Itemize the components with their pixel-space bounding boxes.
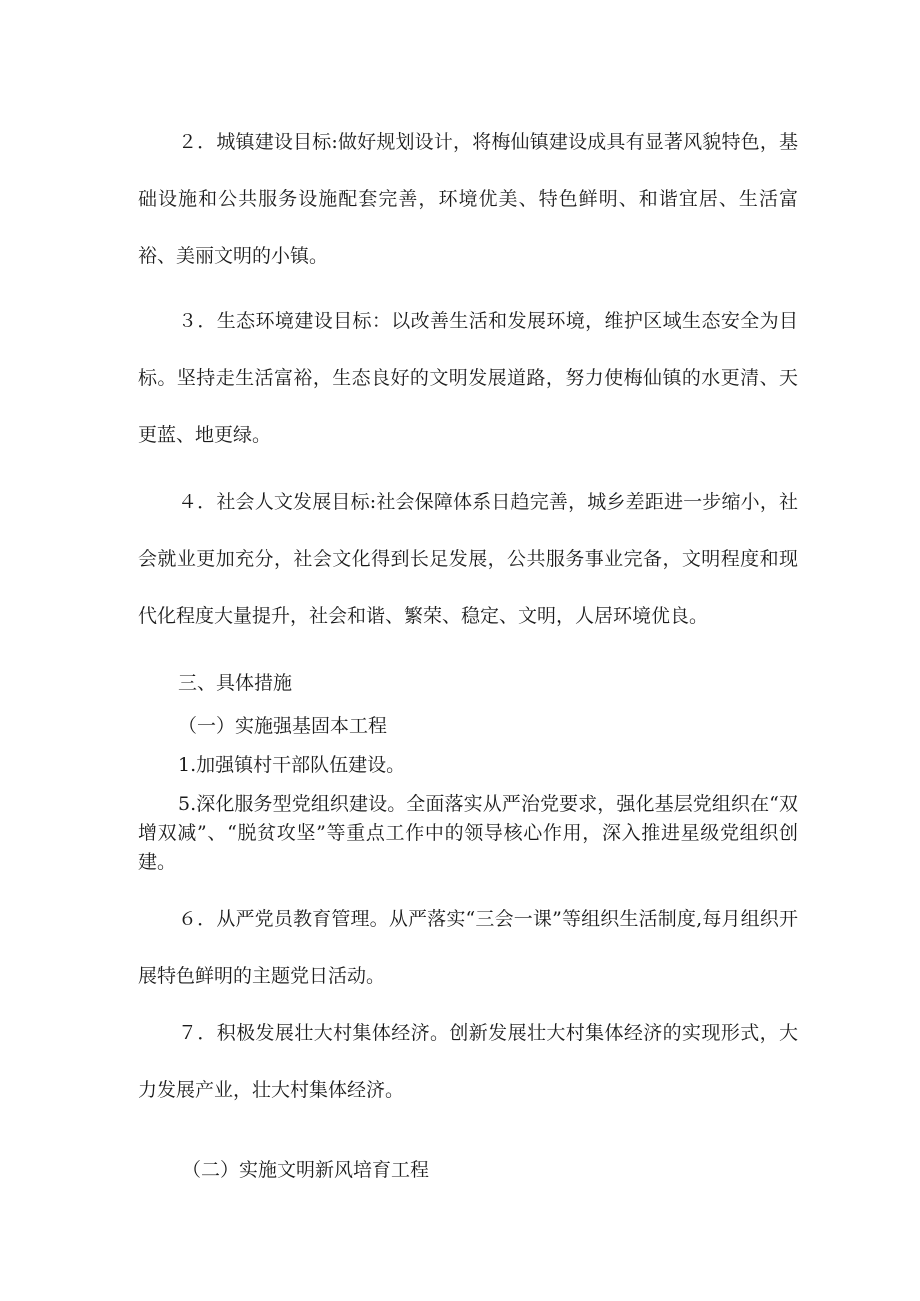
- paragraph-social-culture-goal: ４．社会人文发展目标:社会保障体系日趋完善，城乡差距进一步缩小，社会就业更加充分，社会文化得到长足发展，公共服务事业完备，文明程度和现代化程度大量提升，社会和谐、繁荣、稳定、文明，人居环境优良。: [138, 491, 798, 627]
- list-item-collective-economy: ７．积极发展壮大村集体经济。创新发展壮大村集体经济的实现形式，大力发展产业，壮大村集体经济。: [138, 1022, 798, 1101]
- paragraph-ecology-goal: ３．生态环境建设目标：以改善生活和发展环境，维护区域生态安全为目标。坚持走生活富裕，生态良好的文明发展道路，努力使梅仙镇的水更清、天更蓝、地更绿。: [138, 310, 798, 446]
- paragraph-town-construction-goal: ２．城镇建设目标:做好规划设计，将梅仙镇建设成具有显著风貌特色，基础设施和公共服务设施配套完善，环境优美、特色鲜明、和谐宜居、生活富裕、美丽文明的小镇。: [138, 131, 798, 267]
- subsection-heading-foundation-project: （一）实施强基固本工程: [178, 715, 388, 737]
- list-item-service-party-organization: 5.深化服务型党组织建设。全面落实从严治党要求，强化基层党组织在“双增双减”、“脱贫攻坚”等重点工作中的领导核心作用，深入推进星级党组织创建。: [138, 793, 798, 873]
- section-heading-specific-measures: 三、具体措施: [178, 672, 293, 694]
- list-item-cadre-team: 1.加强镇村干部队伍建设。: [178, 754, 406, 776]
- list-item-party-member-education: ６．从严党员教育管理。从严落实“三会一课”等组织生活制度,每月组织开展特色鲜明的主题党日活动。: [138, 908, 798, 987]
- subsection-heading-civilization-project: （二）实施文明新风培育工程: [182, 1159, 430, 1181]
